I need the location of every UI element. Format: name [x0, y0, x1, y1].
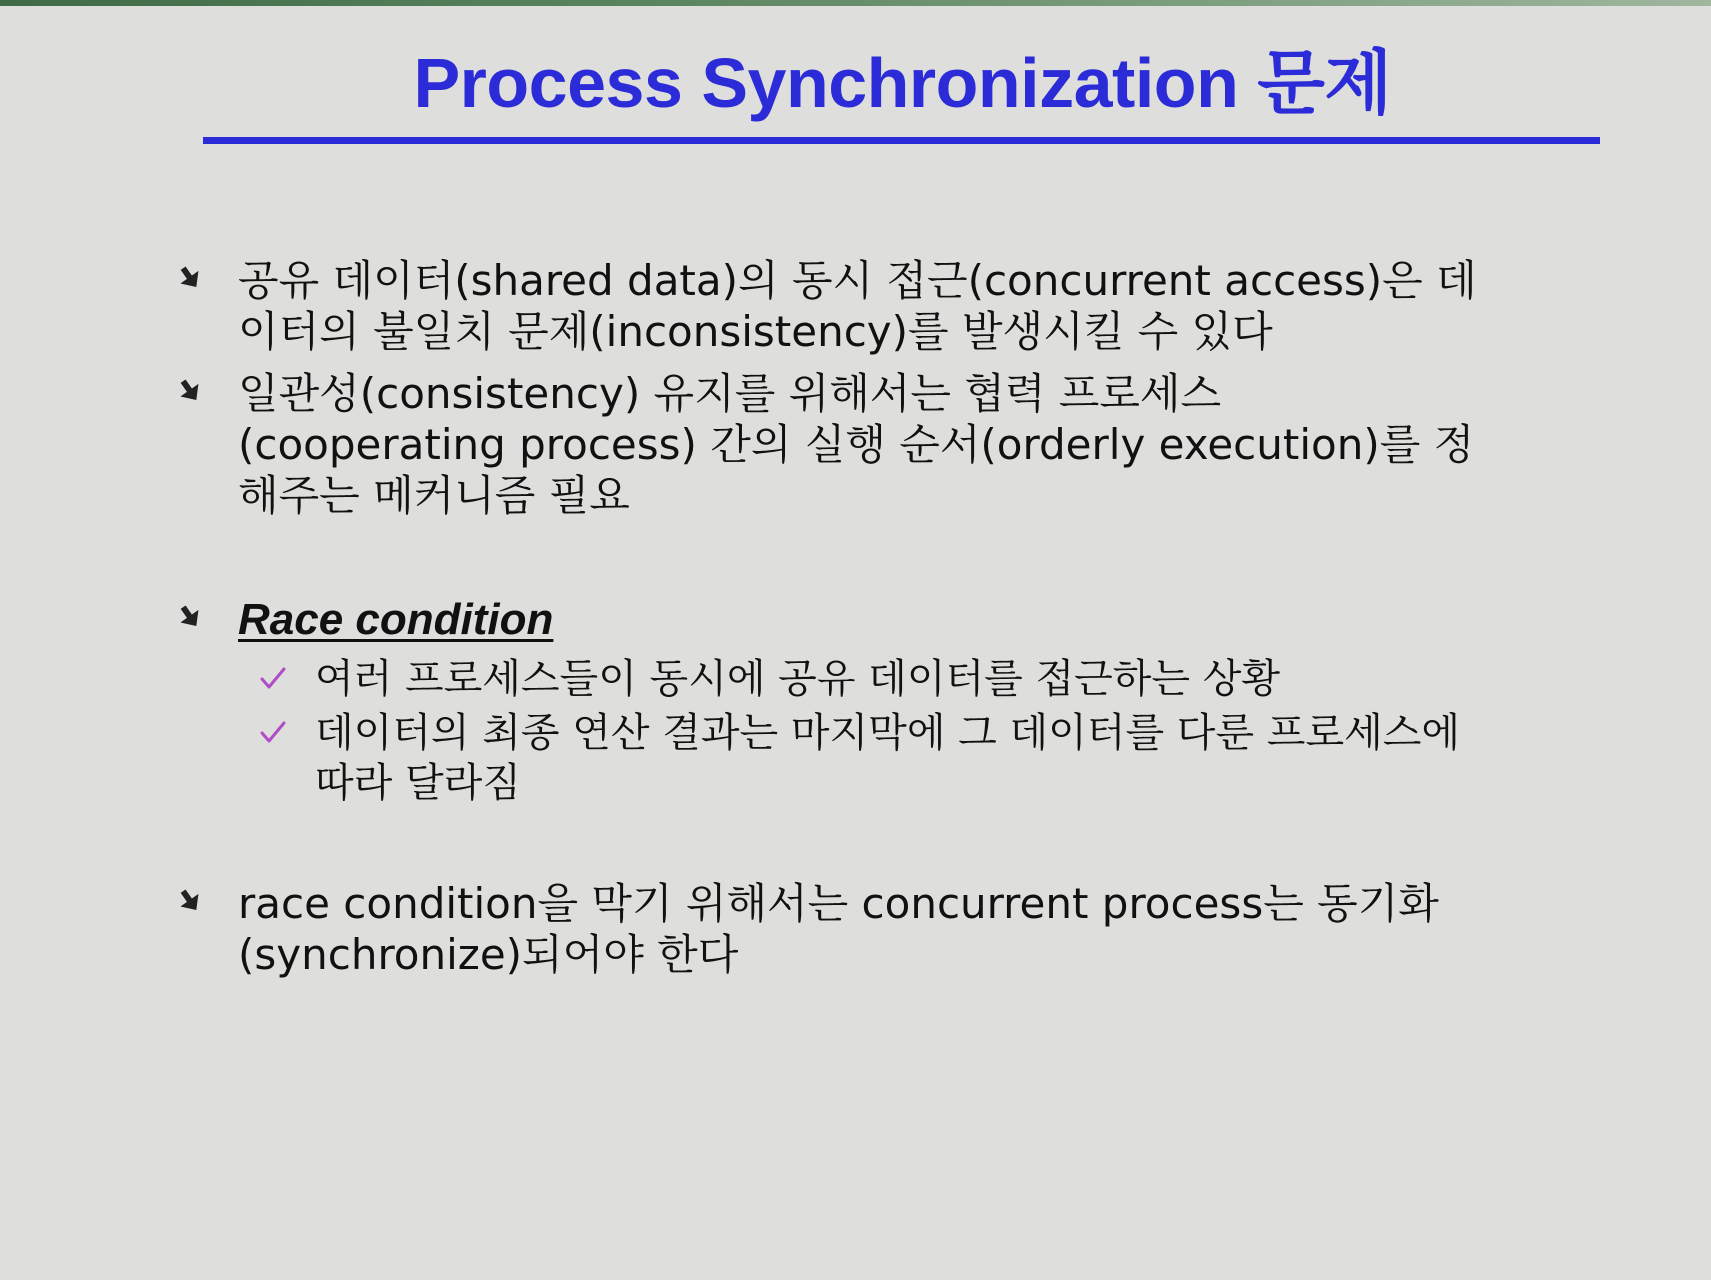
- bullet-line: (synchronize)되어야 한다: [238, 930, 739, 979]
- sub-item-line: 여러 프로세스들이 동시에 공유 데이터를 접근하는 상황: [315, 656, 1281, 702]
- check-icon: [258, 718, 288, 748]
- sub-item-text: [315, 654, 1615, 704]
- bullet-line: race condition을 막기 위해서는 concurrent process는 동기화: [238, 879, 1439, 928]
- bullet-line: 이터의 불일치 문제(inconsistency)를 발생시킬 수 있다: [238, 307, 1273, 356]
- title-underline: [203, 137, 1600, 144]
- sub-item-text: [315, 708, 1615, 808]
- bullet-text: [238, 255, 1711, 357]
- top-strip: [0, 0, 1711, 6]
- arrow-bullet-icon: [175, 376, 205, 406]
- bullet-text: [238, 878, 1711, 980]
- arrow-bullet-icon: [175, 263, 205, 293]
- arrow-bullet-icon: [175, 886, 205, 916]
- bullet-line: 일관성(consistency) 유지를 위해서는 협력 프로세스: [238, 369, 1222, 418]
- race-condition-heading: Race condition: [238, 595, 554, 644]
- arrow-bullet-icon: [175, 602, 205, 632]
- bullet-line: 해주는 메커니즘 필요: [238, 471, 630, 520]
- check-icon: [258, 664, 288, 694]
- bullet-line: (cooperating process) 간의 실행 순서(orderly execution)를 정: [238, 420, 1475, 469]
- bullet-text: [238, 594, 1711, 645]
- bullet-line: 공유 데이터(shared data)의 동시 접근(concurrent access)은 데: [238, 256, 1477, 305]
- sub-item-line: 데이터의 최종 연산 결과는 마지막에 그 데이터를 다룬 프로세스에: [315, 710, 1460, 756]
- sub-item-line: 따라 달라짐: [315, 760, 521, 806]
- bullet-text: [238, 368, 1711, 521]
- slide-title: Process Synchronization 문제: [413, 44, 1392, 122]
